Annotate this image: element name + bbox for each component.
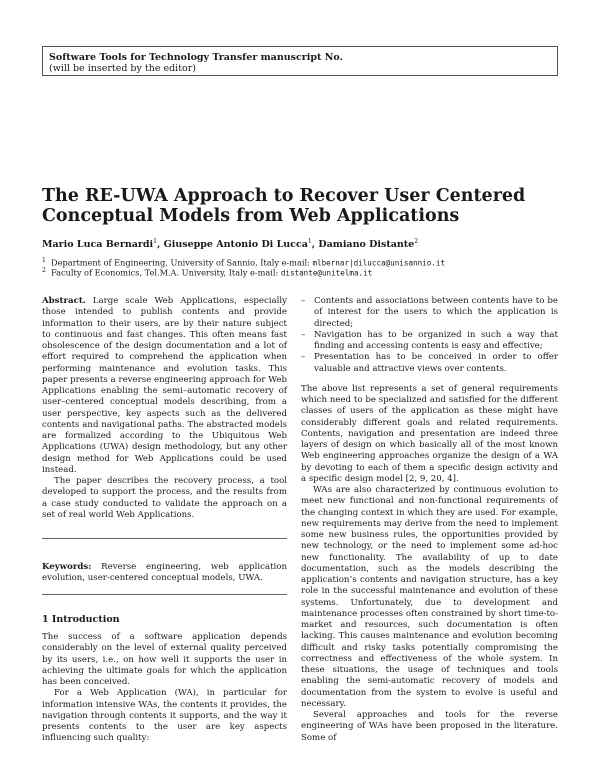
author-list: Mario Luca Bernardi$^1$, Giuseppe Antonio Di Lucca$^1$, Damiano Distante$^2$ bbox=[42, 238, 419, 251]
affiliation-2 bbox=[42, 265, 562, 279]
list-item: – Navigation has to be organized in such a way that finding and accessing contents is easy and effective; bbox=[301, 330, 558, 353]
editor-note: (will be inserted by the editor) bbox=[49, 63, 197, 74]
introduction-text bbox=[42, 632, 287, 745]
author-name: Damiano Distante bbox=[318, 239, 415, 251]
author-sup: 2 bbox=[414, 238, 419, 245]
right-p3: Several approaches and tools for the reverse engineering of WAs have been proposed in the literature. Some of bbox=[301, 710, 558, 743]
quality-list bbox=[301, 296, 558, 375]
abstract-p2: The paper describes the recovery process, a tool developed to support the process, and the results from a case study conducted to validate the approach on a set of real world Web Applications. bbox=[42, 476, 287, 520]
right-column bbox=[301, 296, 558, 744]
intro-p1: The success of a software application depends considerably on the level of external quality perceived by its users, i.e., on how well it supports the user in achieving the ultimate goals for which the application has been conceived. bbox=[42, 632, 287, 687]
title-line-2: Conceptual Models from Web Applications bbox=[42, 206, 460, 226]
author-name: Mario Luca Bernardi bbox=[42, 239, 154, 251]
keywords-label: Keywords: bbox=[42, 562, 92, 572]
intro-p2: For a Web Application (WA), in particular for information intensive WAs, the contents it provides, the navigation through contents it supports, and the way it presents contents to the user are key aspects influencing such quality: bbox=[42, 688, 287, 744]
title-line-1: The RE-UWA Approach to Recover User Centered bbox=[42, 186, 526, 206]
right-p1: The above list represents a set of general requirements which need to be specialized and satisfied for the different classes of users of the application as these might have considerably different goals and related requirements. Contents, navigation and presentation are indeed three layers of design on which basically all of the most known Web engineering approaches organize the design of a WA by devoting to each of them a specific design activity and a specific design model [2, 9, 20, 4]. bbox=[301, 383, 558, 484]
abstract-label: Abstract. bbox=[42, 296, 86, 306]
paper-title bbox=[42, 186, 562, 226]
affiliation-sup: 2 bbox=[42, 267, 46, 274]
journal-name: Software Tools for Technology Transfer manuscript No. bbox=[49, 52, 343, 63]
author-name: Giuseppe Antonio Di Lucca bbox=[163, 239, 308, 251]
affiliation-email[interactable]: mlbernar|dilucca@unisannio.it bbox=[312, 258, 446, 268]
list-item: – Contents and associations between contents have to be of interest for the users to which the application is directed; bbox=[301, 296, 558, 330]
affiliation-text: Faculty of Economics, Tel.M.A. University, Italy e-mail: bbox=[51, 267, 279, 278]
author-sup: 1 bbox=[307, 238, 312, 245]
affiliation-sup: 1 bbox=[42, 257, 46, 264]
list-item: – Presentation has to be conceived in order to offer valuable and attractive views over contents. bbox=[301, 352, 558, 375]
section-heading: 1 Introduction bbox=[42, 614, 120, 625]
keywords-text: Reverse engineering, web application evolution, user-centered conceptual models, UWA. bbox=[42, 562, 287, 584]
abstract-p1: Large scale Web Applications, especially those intended to publish contents and provide information to their users, are by their nature subject to continuous and fast changes. This often means fast obsolescence of the design documentation and a lot of effort required to comprehend the application when performing maintenance and evolution tasks. This paper presents a reverse engineering approach for Web Applications enabling the semi–automatic recovery of user–centered conceptual models describing, from a user perspective, key aspects such as the delivered contents and navigational paths. The abstracted models are formalized according to the Ubiquitous Web Applications (UWA) design methodology, but any other design method for Web Applications could be used instead. bbox=[42, 296, 287, 475]
author-sup: 1 bbox=[153, 238, 157, 245]
abstract-rule-top bbox=[42, 538, 287, 539]
right-p2: WAs are also characterized by continuous evolution to meet new functional and non-functional requirements of the changing context in which they are used. For example, new requirements may derive from the need to implement some new business rules, the opportunities provided by new technology, or the need to implement some ad-hoc new functionality. The availability of up to date documentation, such as the models describing the application’s contents and navigation structure, has a key role in the successful maintenance and evolution of these systems. Unfortunately, due to development and maintenance processes often constrained by short time-to-market and resources, such documentation is often lacking. This causes maintenance and evolution becoming difficult and risky tasks potentially compromising the correctness and effectiveness of the whole system. In these situations, the usage of techniques and tools enabling the semi-automatic recovery of models and documentation from the system to evolve is useful and necessary. bbox=[301, 485, 558, 709]
affiliation-email[interactable]: distante@unitelma.it bbox=[280, 268, 373, 278]
abstract bbox=[42, 296, 287, 521]
affiliation-text: Department of Engineering, University of Sannio, Italy e-mail: bbox=[51, 257, 310, 268]
manuscript-header-box bbox=[42, 46, 558, 76]
keywords-rule-bottom bbox=[42, 594, 287, 595]
keywords bbox=[42, 562, 287, 585]
